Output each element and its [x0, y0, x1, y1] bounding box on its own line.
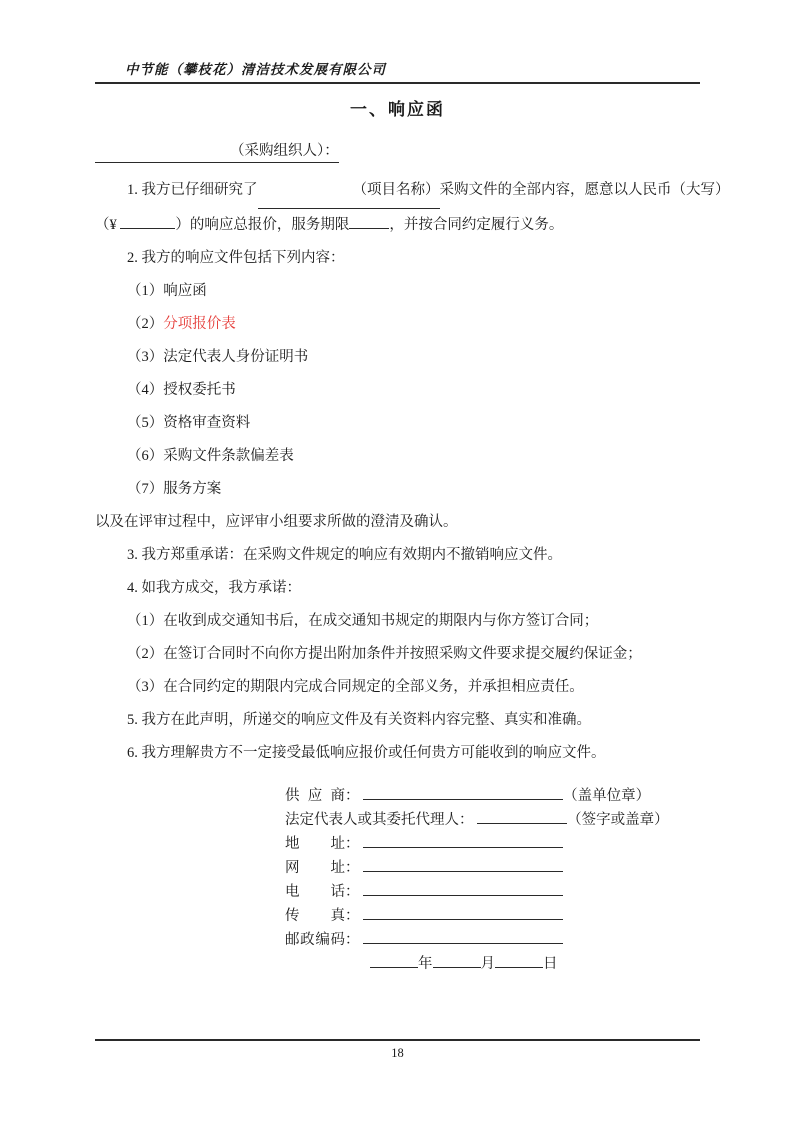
legal-representative-blank-field: [477, 810, 567, 824]
item-text: 授权委托书: [163, 382, 236, 398]
list-item: [95, 407, 700, 440]
p1-lead: 1. 我方已仔细研究了: [127, 182, 258, 198]
list-item: [95, 440, 700, 473]
signature-row-fax: [285, 904, 700, 928]
amount-blank-field: [120, 215, 175, 229]
service-period-blank-field: [349, 215, 389, 229]
signature-row-phone: [285, 880, 700, 904]
item-text: 服务方案: [163, 481, 222, 497]
paragraph-5: 5. 我方在此声明，所递交的响应文件及有关资料内容完整、真实和准确。: [127, 712, 591, 728]
paragraph-2-tail: 以及在评审过程中，应评审小组要求所做的澄清及确认。: [95, 514, 458, 530]
signature-row-supplier: [285, 784, 700, 808]
page-header: [95, 0, 700, 84]
item-text: 采购文件条款偏差表: [163, 448, 294, 464]
signature-row-website: [285, 856, 700, 880]
signature-date-line: [370, 952, 700, 976]
paragraph-6: 6. 我方理解贵方不一定接受最低响应报价或任何贵方可能收到的响应文件。: [127, 745, 606, 761]
page-title: 一、响应函: [350, 100, 445, 119]
paragraph-1-line-2: [95, 209, 700, 242]
item-prefix: （6）: [127, 448, 164, 464]
address-blank-field: [363, 834, 563, 848]
phone-blank-field: [363, 882, 563, 896]
salutation-label: （采购组织人）：: [230, 143, 339, 159]
project-name-underline: [258, 174, 440, 209]
paragraph-1-line-1: [95, 174, 730, 209]
project-name-blank-field: [258, 182, 353, 194]
signature-row-postcode: [285, 928, 700, 952]
item-prefix: （1）: [127, 283, 164, 299]
supplier-suffix: （盖单位章）: [563, 788, 651, 804]
list-item: [95, 473, 700, 506]
website-label: 网址: [285, 860, 345, 876]
page-number: 18: [391, 1046, 404, 1060]
fax-blank-field: [363, 906, 563, 920]
item-text: 响应函: [163, 283, 207, 299]
day-label: 日: [543, 956, 558, 972]
page-footer: [95, 1039, 700, 1061]
salutation-line: [95, 141, 700, 163]
signature-block: [285, 784, 700, 976]
year-label: 年: [418, 956, 433, 972]
label-colon: ：: [345, 788, 360, 804]
list-item: [95, 275, 700, 308]
project-name-label: （项目名称）: [352, 182, 440, 198]
p1-line2-mid: ）的响应总报价，服务期限: [175, 217, 350, 233]
item-text: 法定代表人身份证明书: [163, 349, 309, 365]
item-prefix: （7）: [127, 481, 164, 497]
p1-after: 采购文件的全部内容，愿意以人民币（大写）: [439, 182, 730, 198]
list-item: （2）在签订合同时不向你方提出附加条件并按照采购文件要求提交履约保证金；: [127, 646, 642, 662]
fax-label: 传真: [285, 908, 345, 924]
list-item: （3）在合同约定的期限内完成合同规定的全部义务，并承担相应责任。: [127, 679, 584, 695]
website-blank-field: [363, 858, 563, 872]
legal-representative-label: 法定代表人或其委托代理人: [285, 812, 459, 828]
address-label: 地址: [285, 836, 345, 852]
supplier-blank-field: [363, 786, 563, 800]
year-blank-field: [370, 954, 418, 968]
supplier-label: 供应商: [285, 788, 345, 804]
label-colon: ：: [345, 860, 360, 876]
month-blank-field: [433, 954, 481, 968]
salutation-underline: [95, 141, 339, 163]
item-text-highlighted: 分项报价表: [163, 316, 236, 332]
paragraph-3: 3. 我方郑重承诺：在采购文件规定的响应有效期内不撤销响应文件。: [127, 547, 562, 563]
item-prefix: （4）: [127, 382, 164, 398]
postcode-label: 邮政编码: [285, 932, 345, 948]
list-item: （1）在收到成交通知书后，在成交通知书规定的期限内与你方签订合同；: [127, 613, 599, 629]
month-label: 月: [480, 956, 495, 972]
day-blank-field: [495, 954, 543, 968]
company-name: 中节能（攀枝花）清洁技术发展有限公司: [125, 62, 386, 77]
label-colon: ：: [345, 836, 360, 852]
label-colon: ：: [345, 932, 360, 948]
paragraph-4: 4. 如我方成交，我方承诺：: [127, 580, 301, 596]
signature-row-legal-representative: [285, 808, 700, 832]
label-colon: ：: [345, 908, 360, 924]
item-text: 资格审查资料: [163, 415, 251, 431]
salutation-blank-field: [95, 143, 230, 155]
p1-line2-pre: （¥: [95, 217, 117, 233]
p1-line2-end: ，并按合同约定履行义务。: [389, 217, 564, 233]
legal-representative-suffix: （签字或盖章）: [567, 812, 669, 828]
list-item: [95, 374, 700, 407]
signature-row-address: [285, 832, 700, 856]
label-colon: ：: [459, 812, 474, 828]
item-prefix: （3）: [127, 349, 164, 365]
postcode-blank-field: [363, 930, 563, 944]
list-item: [95, 308, 700, 341]
list-item: [95, 341, 700, 374]
label-colon: ：: [345, 884, 360, 900]
item-prefix: （5）: [127, 415, 164, 431]
paragraph-2: 2. 我方的响应文件包括下列内容：: [127, 250, 345, 266]
item-prefix: （2）: [127, 316, 164, 332]
phone-label: 电话: [285, 884, 345, 900]
